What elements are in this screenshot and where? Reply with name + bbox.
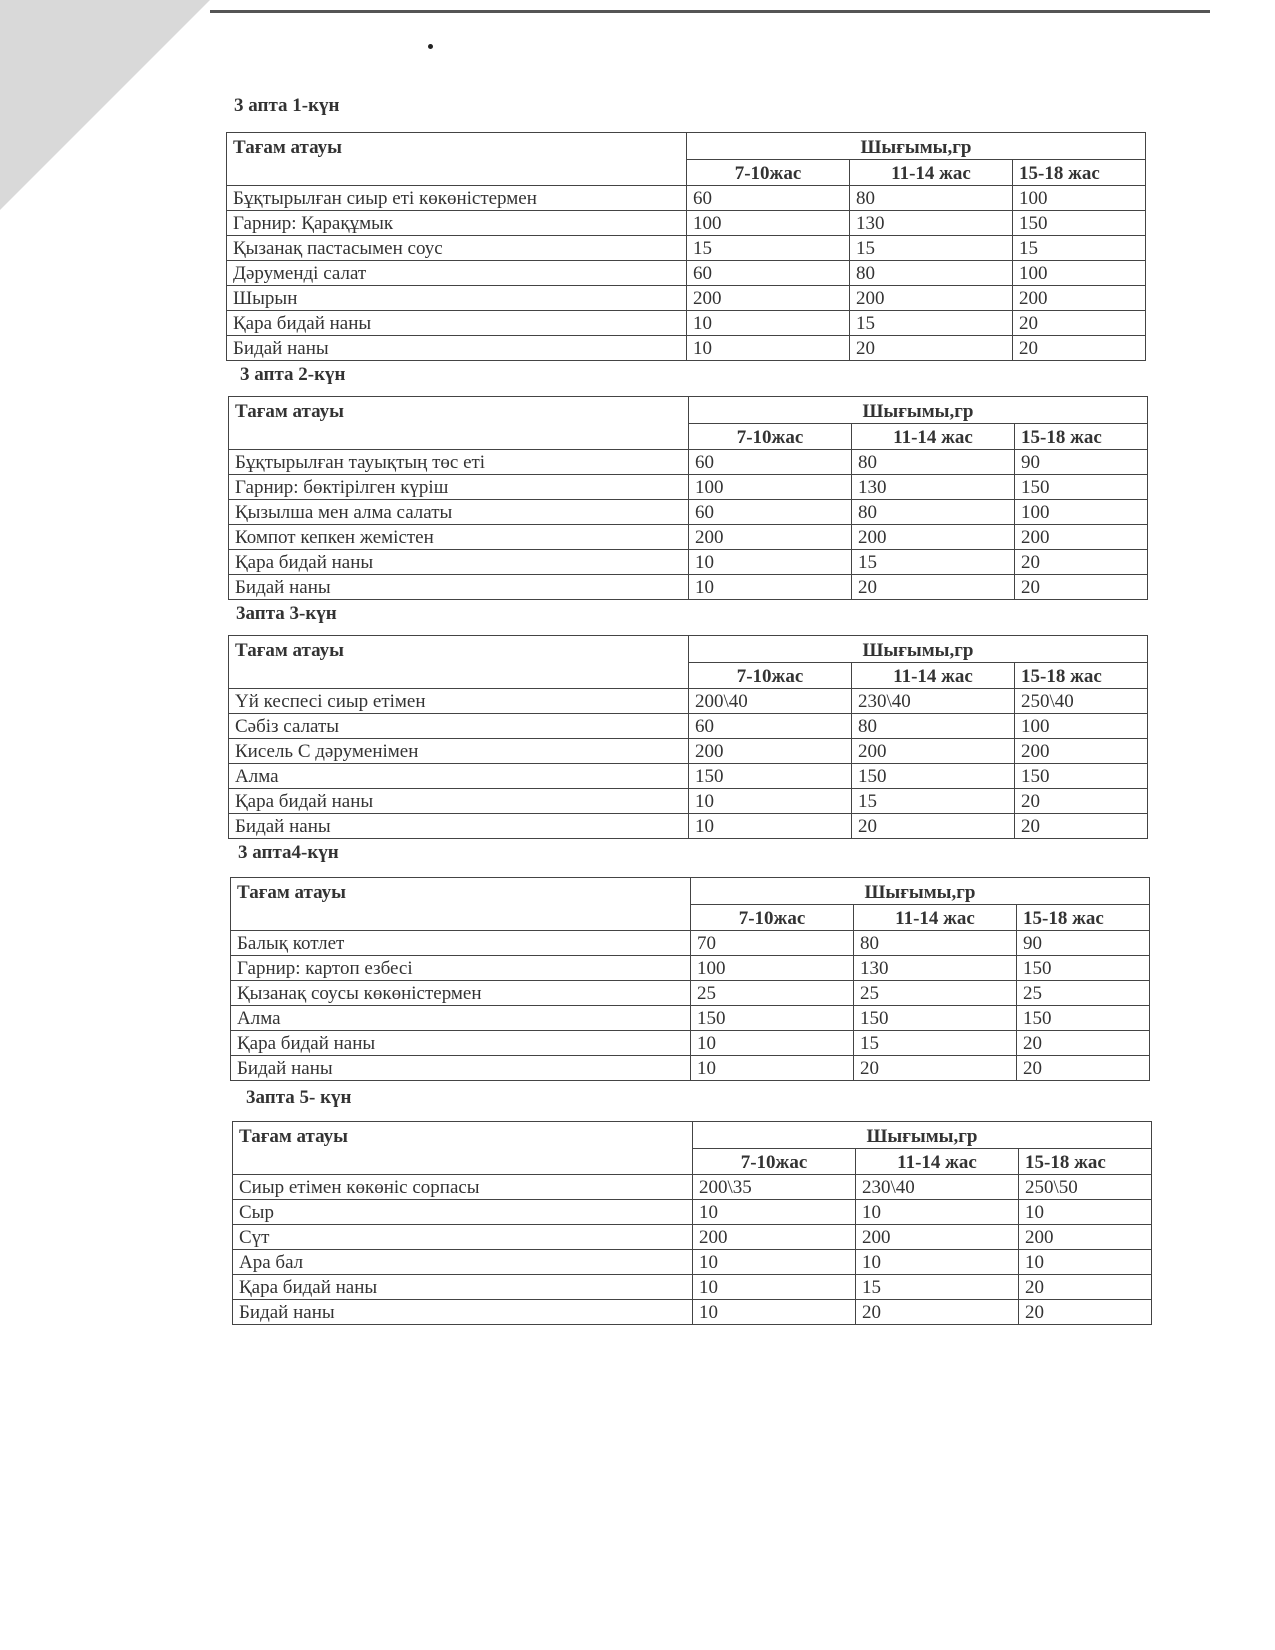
yield-11-14-cell: 230\40	[852, 689, 1015, 714]
day-3-title: 3апта 3-күн	[236, 603, 337, 624]
yield-7-10-cell: 200	[687, 286, 850, 311]
name-column-header: Тағам атауы	[227, 133, 687, 186]
yield-15-18-cell: 150	[1017, 956, 1150, 981]
yield-15-18-cell: 20	[1013, 311, 1146, 336]
dish-name-cell: Кисель С дәруменімен	[229, 739, 689, 764]
yield-7-10-cell: 200\40	[689, 689, 852, 714]
yield-15-18-cell: 20	[1015, 550, 1148, 575]
yield-15-18-cell: 100	[1015, 500, 1148, 525]
yield-15-18-cell: 200	[1015, 525, 1148, 550]
yield-7-10-cell: 200	[693, 1225, 856, 1250]
yield-7-10-cell: 200	[689, 739, 852, 764]
table-row	[227, 261, 1146, 286]
table-row	[229, 789, 1148, 814]
yield-15-18-cell: 90	[1017, 931, 1150, 956]
yield-11-14-cell: 130	[854, 956, 1017, 981]
day-2-title: 3 апта 2-күн	[240, 364, 346, 385]
table-row	[229, 814, 1148, 839]
table-row	[231, 931, 1150, 956]
day-5-title: 3апта 5- күн	[246, 1087, 352, 1108]
dish-name-cell: Бидай наны	[227, 336, 687, 361]
day-2-rows	[229, 450, 1148, 600]
yield-11-14-cell: 20	[856, 1300, 1019, 1325]
dish-name-cell: Бидай наны	[231, 1056, 691, 1081]
dish-name-cell: Қара бидай наны	[229, 550, 689, 575]
yield-11-14-cell: 15	[850, 236, 1013, 261]
yield-15-18-cell: 150	[1017, 1006, 1150, 1031]
yield-15-18-cell: 200	[1013, 286, 1146, 311]
yield-header: Шығымы,гр	[693, 1122, 1152, 1149]
name-column-header: Тағам атауы	[229, 397, 689, 450]
yield-7-10-cell: 100	[689, 475, 852, 500]
yield-15-18-cell: 20	[1017, 1056, 1150, 1081]
age-7-10-header: 7-10жас	[687, 159, 850, 186]
table-row	[227, 336, 1146, 361]
yield-11-14-cell: 20	[854, 1056, 1017, 1081]
yield-7-10-cell: 10	[689, 814, 852, 839]
table-row	[233, 1200, 1152, 1225]
dish-name-cell: Қара бидай наны	[229, 789, 689, 814]
yield-7-10-cell: 70	[691, 931, 854, 956]
table-row	[233, 1275, 1152, 1300]
yield-11-14-cell: 20	[852, 575, 1015, 600]
table-row	[229, 714, 1148, 739]
yield-7-10-cell: 10	[689, 575, 852, 600]
day-1-rows	[227, 186, 1146, 361]
yield-15-18-cell: 15	[1013, 236, 1146, 261]
yield-15-18-cell: 20	[1015, 575, 1148, 600]
table-row	[233, 1250, 1152, 1275]
table-row	[229, 500, 1148, 525]
yield-11-14-cell: 130	[852, 475, 1015, 500]
age-15-18-header: 15-18 жас	[1017, 904, 1150, 931]
yield-7-10-cell: 100	[687, 211, 850, 236]
yield-7-10-cell: 60	[689, 500, 852, 525]
age-11-14-header: 11-14 жас	[852, 423, 1015, 450]
yield-11-14-cell: 80	[852, 450, 1015, 475]
dish-name-cell: Үй кеспесі сиыр етімен	[229, 689, 689, 714]
age-15-18-header: 15-18 жас	[1019, 1148, 1152, 1175]
yield-11-14-cell: 150	[854, 1006, 1017, 1031]
day-3-rows	[229, 689, 1148, 839]
table-row	[227, 311, 1146, 336]
age-11-14-header: 11-14 жас	[852, 662, 1015, 689]
yield-15-18-cell: 10	[1019, 1250, 1152, 1275]
yield-11-14-cell: 15	[854, 1031, 1017, 1056]
yield-15-18-cell: 250\40	[1015, 689, 1148, 714]
yield-11-14-cell: 230\40	[856, 1175, 1019, 1200]
table-row	[231, 1056, 1150, 1081]
yield-15-18-cell: 25	[1017, 981, 1150, 1006]
scan-top-edge	[210, 10, 1210, 13]
table-row	[229, 550, 1148, 575]
table-row	[233, 1300, 1152, 1325]
yield-11-14-cell: 200	[856, 1225, 1019, 1250]
yield-11-14-cell: 200	[850, 286, 1013, 311]
table-row	[229, 689, 1148, 714]
yield-15-18-cell: 200	[1019, 1225, 1152, 1250]
name-column-header: Тағам атауы	[231, 878, 691, 931]
table-row	[231, 1031, 1150, 1056]
dish-name-cell: Гарнир: бөктірілген күріш	[229, 475, 689, 500]
yield-11-14-cell: 200	[852, 739, 1015, 764]
dish-name-cell: Шырын	[227, 286, 687, 311]
yield-7-10-cell: 10	[693, 1250, 856, 1275]
yield-11-14-cell: 200	[852, 525, 1015, 550]
table-row	[229, 525, 1148, 550]
yield-15-18-cell: 150	[1013, 211, 1146, 236]
yield-7-10-cell: 10	[693, 1200, 856, 1225]
table-row	[229, 764, 1148, 789]
name-column-header: Тағам атауы	[233, 1122, 693, 1175]
day-3-table	[228, 635, 1148, 839]
yield-header: Шығымы,гр	[691, 878, 1150, 905]
yield-15-18-cell: 250\50	[1019, 1175, 1152, 1200]
yield-15-18-cell: 100	[1013, 261, 1146, 286]
yield-11-14-cell: 15	[852, 789, 1015, 814]
yield-7-10-cell: 10	[691, 1031, 854, 1056]
yield-11-14-cell: 80	[850, 261, 1013, 286]
dish-name-cell: Гарнир: картоп езбесі	[231, 956, 691, 981]
name-column-header: Тағам атауы	[229, 636, 689, 689]
yield-7-10-cell: 10	[687, 336, 850, 361]
dish-name-cell: Қара бидай наны	[233, 1275, 693, 1300]
day-1-title: 3 апта 1-күн	[234, 95, 340, 116]
table-row	[227, 236, 1146, 261]
yield-15-18-cell: 100	[1013, 186, 1146, 211]
yield-header: Шығымы,гр	[687, 133, 1146, 160]
yield-7-10-cell: 25	[691, 981, 854, 1006]
age-11-14-header: 11-14 жас	[856, 1148, 1019, 1175]
yield-11-14-cell: 80	[854, 931, 1017, 956]
yield-7-10-cell: 10	[689, 789, 852, 814]
yield-7-10-cell: 60	[687, 261, 850, 286]
yield-15-18-cell: 20	[1017, 1031, 1150, 1056]
yield-11-14-cell: 130	[850, 211, 1013, 236]
age-15-18-header: 15-18 жас	[1015, 662, 1148, 689]
yield-11-14-cell: 15	[850, 311, 1013, 336]
table-row	[233, 1175, 1152, 1200]
age-11-14-header: 11-14 жас	[854, 904, 1017, 931]
yield-11-14-cell: 10	[856, 1200, 1019, 1225]
yield-15-18-cell: 10	[1019, 1200, 1152, 1225]
day-2-table	[228, 396, 1148, 600]
yield-7-10-cell: 60	[689, 450, 852, 475]
yield-11-14-cell: 15	[856, 1275, 1019, 1300]
dish-name-cell: Сүт	[233, 1225, 693, 1250]
yield-7-10-cell: 10	[693, 1275, 856, 1300]
dish-name-cell: Бұқтырылған сиыр еті көкөністермен	[227, 186, 687, 211]
dish-name-cell: Алма	[231, 1006, 691, 1031]
yield-15-18-cell: 100	[1015, 714, 1148, 739]
table-row	[229, 739, 1148, 764]
yield-15-18-cell: 150	[1015, 764, 1148, 789]
yield-11-14-cell: 20	[852, 814, 1015, 839]
age-15-18-header: 15-18 жас	[1015, 423, 1148, 450]
age-7-10-header: 7-10жас	[689, 662, 852, 689]
yield-11-14-cell: 80	[852, 500, 1015, 525]
age-15-18-header: 15-18 жас	[1013, 159, 1146, 186]
yield-7-10-cell: 200\35	[693, 1175, 856, 1200]
table-row	[231, 1006, 1150, 1031]
age-7-10-header: 7-10жас	[691, 904, 854, 931]
yield-11-14-cell: 20	[850, 336, 1013, 361]
day-4-rows	[231, 931, 1150, 1081]
table-row	[227, 286, 1146, 311]
dish-name-cell: Бидай наны	[233, 1300, 693, 1325]
table-row	[233, 1225, 1152, 1250]
yield-7-10-cell: 10	[691, 1056, 854, 1081]
day-4-title: 3 апта4-күн	[238, 842, 339, 863]
yield-11-14-cell: 80	[852, 714, 1015, 739]
dish-name-cell: Бұқтырылған тауықтың төс еті	[229, 450, 689, 475]
table-row	[231, 981, 1150, 1006]
yield-7-10-cell: 60	[689, 714, 852, 739]
dish-name-cell: Сиыр етімен көкөніс сорпасы	[233, 1175, 693, 1200]
dish-name-cell: Балық котлет	[231, 931, 691, 956]
yield-7-10-cell: 100	[691, 956, 854, 981]
day-5-rows	[233, 1175, 1152, 1325]
yield-7-10-cell: 60	[687, 186, 850, 211]
dish-name-cell: Қара бидай наны	[231, 1031, 691, 1056]
yield-11-14-cell: 15	[852, 550, 1015, 575]
scan-speck	[428, 44, 433, 49]
yield-7-10-cell: 200	[689, 525, 852, 550]
dish-name-cell: Ара бал	[233, 1250, 693, 1275]
table-row	[229, 575, 1148, 600]
dish-name-cell: Сәбіз салаты	[229, 714, 689, 739]
yield-15-18-cell: 150	[1015, 475, 1148, 500]
dish-name-cell: Дәрумендi салат	[227, 261, 687, 286]
yield-header: Шығымы,гр	[689, 397, 1148, 424]
yield-11-14-cell: 25	[854, 981, 1017, 1006]
table-row	[227, 211, 1146, 236]
dish-name-cell: Бидай наны	[229, 814, 689, 839]
table-row	[229, 475, 1148, 500]
yield-15-18-cell: 90	[1015, 450, 1148, 475]
yield-7-10-cell: 150	[689, 764, 852, 789]
yield-header: Шығымы,гр	[689, 636, 1148, 663]
table-row	[227, 186, 1146, 211]
yield-11-14-cell: 80	[850, 186, 1013, 211]
dish-name-cell: Сыр	[233, 1200, 693, 1225]
dish-name-cell: Қызанақ пастасымен соус	[227, 236, 687, 261]
day-5-table	[232, 1121, 1152, 1325]
yield-15-18-cell: 20	[1019, 1275, 1152, 1300]
dish-name-cell: Қызанақ соусы көкөністермен	[231, 981, 691, 1006]
yield-7-10-cell: 150	[691, 1006, 854, 1031]
age-11-14-header: 11-14 жас	[850, 159, 1013, 186]
day-4-table	[230, 877, 1150, 1081]
age-7-10-header: 7-10жас	[689, 423, 852, 450]
dish-name-cell: Компот кепкен жемістен	[229, 525, 689, 550]
yield-15-18-cell: 20	[1013, 336, 1146, 361]
table-row	[231, 956, 1150, 981]
yield-7-10-cell: 15	[687, 236, 850, 261]
scan-folded-corner	[0, 0, 210, 210]
yield-15-18-cell: 20	[1015, 789, 1148, 814]
dish-name-cell: Гарнир: Қарақұмык	[227, 211, 687, 236]
yield-11-14-cell: 150	[852, 764, 1015, 789]
dish-name-cell: Бидай наны	[229, 575, 689, 600]
yield-15-18-cell: 20	[1019, 1300, 1152, 1325]
age-7-10-header: 7-10жас	[693, 1148, 856, 1175]
yield-7-10-cell: 10	[693, 1300, 856, 1325]
yield-15-18-cell: 200	[1015, 739, 1148, 764]
dish-name-cell: Қызылша мен алма салаты	[229, 500, 689, 525]
dish-name-cell: Қара бидай наны	[227, 311, 687, 336]
yield-7-10-cell: 10	[689, 550, 852, 575]
day-1-table	[226, 132, 1146, 361]
yield-11-14-cell: 10	[856, 1250, 1019, 1275]
dish-name-cell: Алма	[229, 764, 689, 789]
yield-15-18-cell: 20	[1015, 814, 1148, 839]
table-row	[229, 450, 1148, 475]
yield-7-10-cell: 10	[687, 311, 850, 336]
